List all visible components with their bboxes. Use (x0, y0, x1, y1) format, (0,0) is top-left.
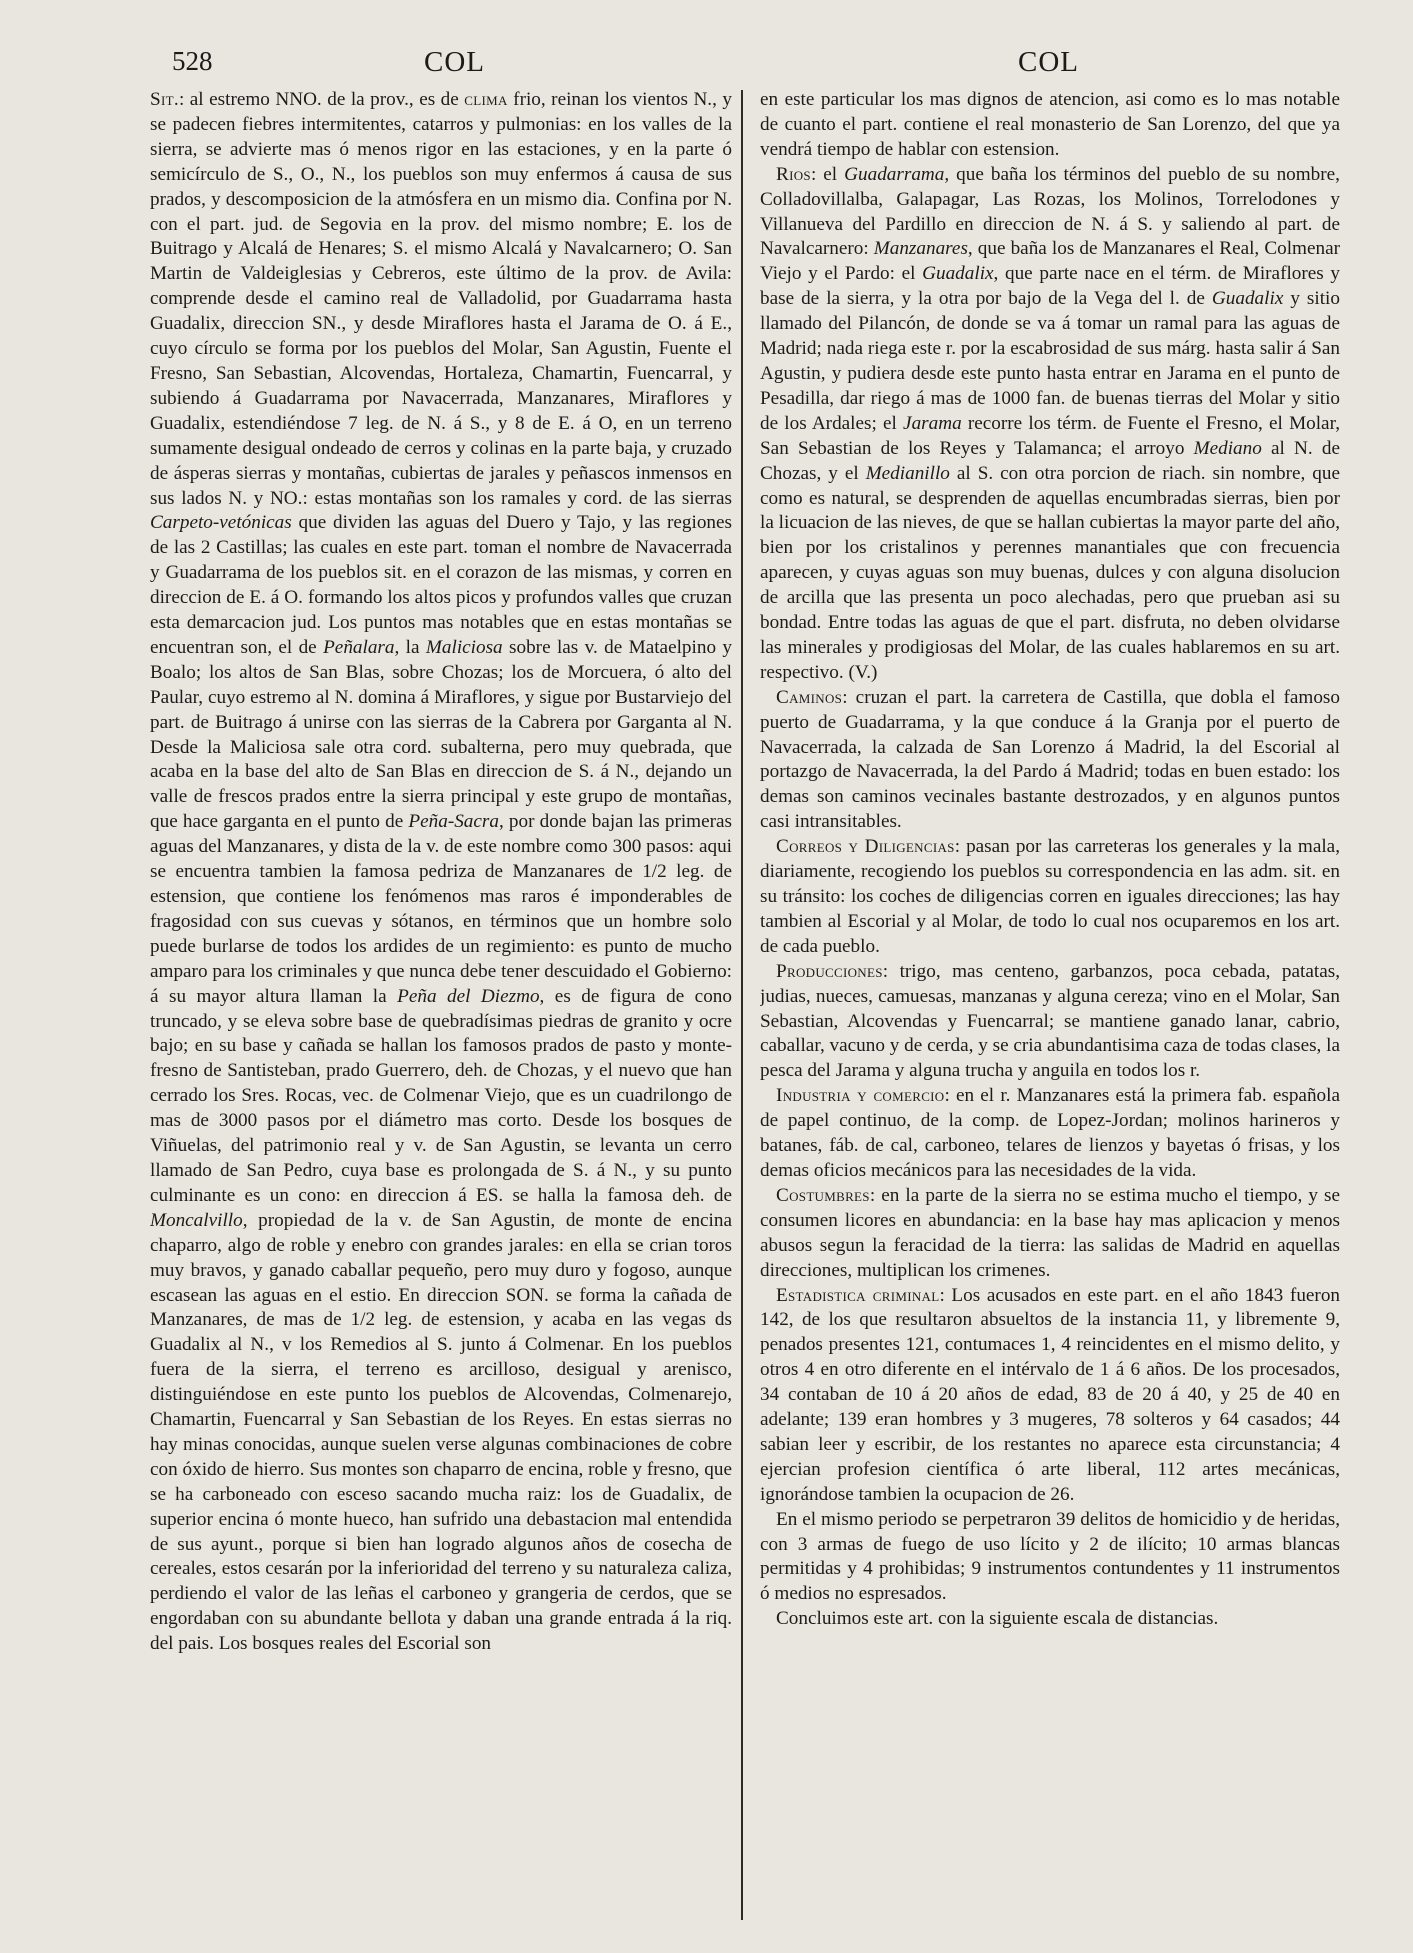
paragraph (760, 960, 1340, 1085)
italic-term: Guadarrama (844, 163, 945, 185)
text-run: : trigo, mas centeno, garbanzos, poca cebada, patatas, judias, nueces, camuesas, manzanas y alguna cereza; vino en el Molar, San Sebastian, Alcovendas y Fuencarral; se mantiene ganado lanar, cabrio, caballar, vacuno y de cerda, y se cria abundantisima caza de todas clases, la pesca del Jarama y alguna trucha y anguila en todos los r. (760, 960, 1340, 1082)
text-run: Concluimos este art. con la siguiente escala de distancias. (776, 1608, 1219, 1630)
text-run: , que parte nace en el térm. de Miraflores y base de la sierra, y la otra por bajo de la Vega del l. de (760, 263, 1340, 310)
text-run: sobre las v. de Mataelpino y Boalo; los altos de San Blas, sobre Chozas; los de Morcuera, ó alto del Paular, cuyo estremo al N. domina á Miraflores, y sigue por Bustarviejo del part. de Buitrago á unirse con las sierras de la Cabrera por Garganta al N. Desde la Maliciosa sale otra cord. subalterna, pero muy quebrada, que acaba en la base del alto de San Blas en direccion de S. á N., dejando un valle de frescos prados entre la sierra principal y este grupo de montañas, que hace garganta en el punto de (150, 636, 732, 833)
text-run: En el mismo periodo se perpetraron 39 delitos de homicidio y de heridas, con 3 armas de fuego de uso lícito y 2 de ilícito; 10 armas blancas permitidas y 4 prohibidas; 9 instrumentos contundentes y 11 instrumentos ó medios no espresados. (760, 1508, 1340, 1605)
right-column (760, 88, 1340, 1938)
running-head-right: COL (1018, 46, 1079, 78)
paragraph (150, 88, 732, 1657)
text-run: al N. de Chozas, y el (760, 437, 1340, 484)
italic-term: Carpeto-vetónicas (150, 512, 292, 534)
text-run: : cruzan el part. la carretera de Castilla, que dobla el famoso puerto de Guadarrama, y la que conduce á la Granja por el puerto de Navacerrada, la calzada de San Lorenzo á Madrid, la del Escorial al portazgo de Navacerrada, la del Pardo á Madrid; todas en buen estado: los demas son caminos vecinales bastante destrozados, y en algunos puntos casi intransitables. (760, 686, 1340, 833)
text-run: al S. con otra porcion de riach. sin nombre, que como es natural, se desprenden de aquellas encumbradas sierras, bien por la licuacion de las nieves, de que se hallan cubiertas la mayor parte del año, bien por los cristalinos y perennes manantiales que con frecuencia aparecen, y cuyas aguas son muy buenas, dulces y con alguna disolucion de arcilla que las presenta un poco alechadas, pero que prueban asi su bondad. Entre todas las aguas de que el part. disfruta, no deben olvidarse las minerales y prodigiosas del Molar, de las cuales hablaremos en su art. respectivo. (V.) (760, 462, 1340, 683)
italic-term: Peña del Diezmo (397, 985, 540, 1007)
italic-term: Mediano (1193, 437, 1262, 459)
left-column (150, 88, 732, 1938)
paragraph (760, 1284, 1340, 1508)
text-run: , que baña los de Manzanares el Real, Colmenar Viejo y el Pardo: el (760, 238, 1340, 285)
italic-term: Medianillo (865, 462, 950, 484)
paragraph (760, 1184, 1340, 1284)
text-run: , por donde bajan las primeras aguas del Manzanares, y dista de la v. de este nombre como 300 pasos: aqui se encuentra tambien la famosa pedriza de Manzanares de 1/2 leg. de estension, que contiene los fenómenos mas raros é imponderables de fragosidad con sus cuevas y sótanos, en términos que un hombre solo puede burlarse de todos los ardides de un regimiento: es punto de mucho amparo para los criminales y que nunca debe tener descuidado el Gobierno: á su mayor altura llaman la (150, 811, 732, 1007)
italic-term: Guadalix (1211, 288, 1284, 310)
paragraph (760, 1508, 1340, 1608)
paragraph (760, 686, 1340, 835)
text-run: , la (394, 636, 426, 658)
section-heading: Sit. (150, 89, 179, 110)
paragraph (760, 1607, 1340, 1632)
italic-term: Peñalara (323, 636, 395, 658)
section-heading: Caminos (776, 686, 843, 708)
text-run: recorre los térm. de Fuente el Fresno, el Molar, San Sebastian de los Reyes y Talamanca; el arroyo (760, 412, 1340, 459)
section-heading: Producciones (776, 960, 883, 982)
column-divider (741, 90, 743, 1920)
running-head-left: COL (424, 46, 485, 78)
italic-term: Maliciosa (425, 636, 503, 658)
text-run: : pasan por las carreteras los generales y la mala, diariamente, recogiendo los pueblos su correspondencia en las adm. sit. en su tránsito: los coches de diligencias corren en iguales direcciones; las hay tambien al Escorial y al Molar, de todo lo cual nos ocuparemos en los art. de cada pueblo. (760, 836, 1340, 957)
italic-term: Moncalvillo (150, 1209, 243, 1231)
section-heading: Correos y Diligencias (776, 836, 955, 858)
section-heading: Estadistica criminal (776, 1284, 940, 1306)
page-number: 528 (172, 46, 213, 76)
section-heading: Industria y comercio (776, 1085, 945, 1107)
text-run: , es de figura de cono truncado, y se eleva sobre base de quebradísimas piedras de granito y ocre bajo; en su base y cañada se hallan los famosos prados de pasto y monte-fresno de Santisteban, prado Guerrero, deh. de Chozas, y el nuevo que han cerrado los Sres. Rocas, vec. de Colmenar Viejo, que es un cuadrilongo de mas de 3000 pasos por el diámetro mas corto. Desde los bosques de Viñuelas, del patrimonio real y v. de San Agustin, se levanta un cerro llamado de San Pedro, cuya base es prolongada de S. á N., y su punto culminante es un cono: en direccion á ES. se halla la famosa deh. de (150, 985, 732, 1206)
text-run: que dividen las aguas del Duero y Tajo, y las regiones de las 2 Castillas; las cuales en este part. toman el nombre de Navacerrada y Guadarrama de los pueblos sit. en el corazon de las mismas, y corren en direccion de E. á O. formando los altos picos y profundos valles que cruzan esta demarcacion jud. Los puntos mas notables que en estas montañas se encuentran son, el de (150, 512, 732, 658)
text-run: y sitio llamado del Pilancón, de donde se va á tomar un ramal para las aguas de Madrid; nada riega este r. por la escabrosidad de sus márg. hasta salir á San Agustin, y pudiera desde este punto hasta entrar en Jarama en el punto de Pesadilla, dar riego á mas de 1000 fan. de buenas tierras del Molar y sitio de los Ardales; el (760, 288, 1340, 434)
paragraph (760, 1084, 1340, 1184)
paragraph (760, 835, 1340, 960)
text-run: , propiedad de la v. de San Agustin, de monte de encina chaparro, algo de roble y enebro con grandes jarales: en ella se crian toros muy bravos, y ganado caballar pequeño, pero muy duro y fogoso, aunque escasean las aguas en el estio. En direccion SON. se forma la cañada de Manzanares, de mas de 1/2 leg. de estension, y acaba en las vegas ds Guadalix al N., v los Remedios al S. junto á Colmenar. En los pueblos fuera de la sierra, el terreno es arcilloso, desigual y arenisco, distinguiéndose en este punto los pueblos de Alcovendas, Colmenarejo, Chamartin, Fuencarral y San Sebastian de los Reyes. En estas sierras no hay minas conocidas, aunque suelen verse algunas combinaciones de cobre con óxido de hierro. Sus montes son chaparro de encina, roble y fresno, que se ha carboneado con esceso sacando mucha raiz: los de Guadalix, de superior encina ó monte hueco, han sufrido una debastacion mal entendida de sus ayunt., porque si bien han logrado algunos años de cosecha de cereales, estos cesarán por la inferioridad del terreno y su naturaleza caliza, perdiendo el valor de las leñas el carboneo y grangeria de cerdos, que se engordaban con su abundante bellota y daban una grande entrada á la riq. del pais. Los bosques reales del Escorial son (150, 1209, 732, 1655)
text-run: : en la parte de la sierra no se estima mucho el tiempo, y se consumen licores en abundancia: en la base hay mas aplicacion y menos abusos segun la feracidad de la tierra: las salidas de Madrid en aquellas direcciones, multiplican los crimenes. (760, 1184, 1340, 1281)
section-heading: Rios (776, 163, 811, 185)
text-run: frio, reinan los vientos N., y se padecen fiebres intermitentes, catarros y pulmonias: en los valles de la sierra, se advierte mas ó menos rigor en las estaciones, y en la parte ó semicírculo de S., O., N., los pueblos son muy enfermos á causa de sus prados, y descomposicion de la atmósfera en un mismo dia. Confina por N. con el part. jud. de Segovia en la prov. del mismo nombre; E. los de Buitrago y Alcalá de Henares; S. el mismo Alcalá y Navalcarnero; O. San Martin de Valdeiglesias y Cebreros, este último de la prov. de Avila: comprende desde el camino real de Valladolid, por Guadarrama hasta Guadalix, direccion SN., y desde Miraflores hasta el Jarama de O. á E., cuyo círculo se forma por los pueblos del Molar, San Agustin, Fuente el Fresno, San Sebastian, Alcovendas, Hortaleza, Chamartin, Fuencarral, y subiendo á Guadarrama por Navacerrada, Manzanares, Miraflores y Guadalix, estendiéndose 7 leg. de N. á S., y 8 de E. á O, en un terreno sumamente desigual ondeado de cerros y colinas en la parte baja, y cruzado de ásperas sierras y montañas, cubiertas de jarales y peñascos inmensos en sus lados N. y NO.: estas montañas son los ramales y cord. de las sierras (150, 89, 732, 509)
text-run: en este particular los mas dignos de atencion, asi como es lo mas notable de cuanto el part. contiene el real monasterio de San Lorenzo, del que ya vendrá tiempo de hablar con estension. (760, 89, 1340, 160)
section-heading: clima (464, 89, 508, 110)
paragraph (760, 88, 1340, 163)
text-run: : en el r. Manzanares está la primera fab. española de papel continuo, de la comp. de Lopez-Jordan; molinos harineros y batanes, fáb. de cal, carboneo, telares de lienzos y bayetas ó frisas, y los demas oficios mecánicos para las necesidades de la vida. (760, 1085, 1340, 1181)
paragraph (760, 163, 1340, 686)
page-header (0, 46, 1413, 86)
italic-term: Jarama (903, 412, 962, 434)
italic-term: Guadalix (922, 263, 994, 285)
text-run: : al estremo NNO. de la prov., es de (178, 89, 465, 110)
text-run: , que baña los términos del pueblo de su nombre, Colladovillalba, Galapagar, Las Rozas, los Molinos, Torrelodones y Villanueva del Pardillo en direccion de N. á S. y saliendo al part. de Navalcarnero: (760, 163, 1340, 260)
section-heading: Costumbres (776, 1184, 870, 1206)
text-run: : el (810, 163, 845, 185)
text-run: : Los acusados en este part. en el año 1843 fueron 142, de los que resultaron absueltos de la instancia 11, y libremente 9, penados presentes 121, contumaces 1, 4 reincidentes en el mismo delito, y otros 4 en otro diferente en el intérvalo de 1 á 6 años. De los procesados, 34 contaban de 10 á 20 años de edad, 83 de 20 á 40, y 25 de 40 en adelante; 139 eran hombres y 3 mugeres, 78 solteros y 64 casados; 44 sabian leer y escribir, de los restantes no aparece esta circunstancia; 4 ejercian profesion científica ó arte liberal, 112 artes mecánicas, ignorándose tambien la ocupacion de 26. (760, 1284, 1340, 1505)
italic-term: Peña-Sacra (408, 811, 499, 833)
italic-term: Manzanares (873, 238, 968, 260)
